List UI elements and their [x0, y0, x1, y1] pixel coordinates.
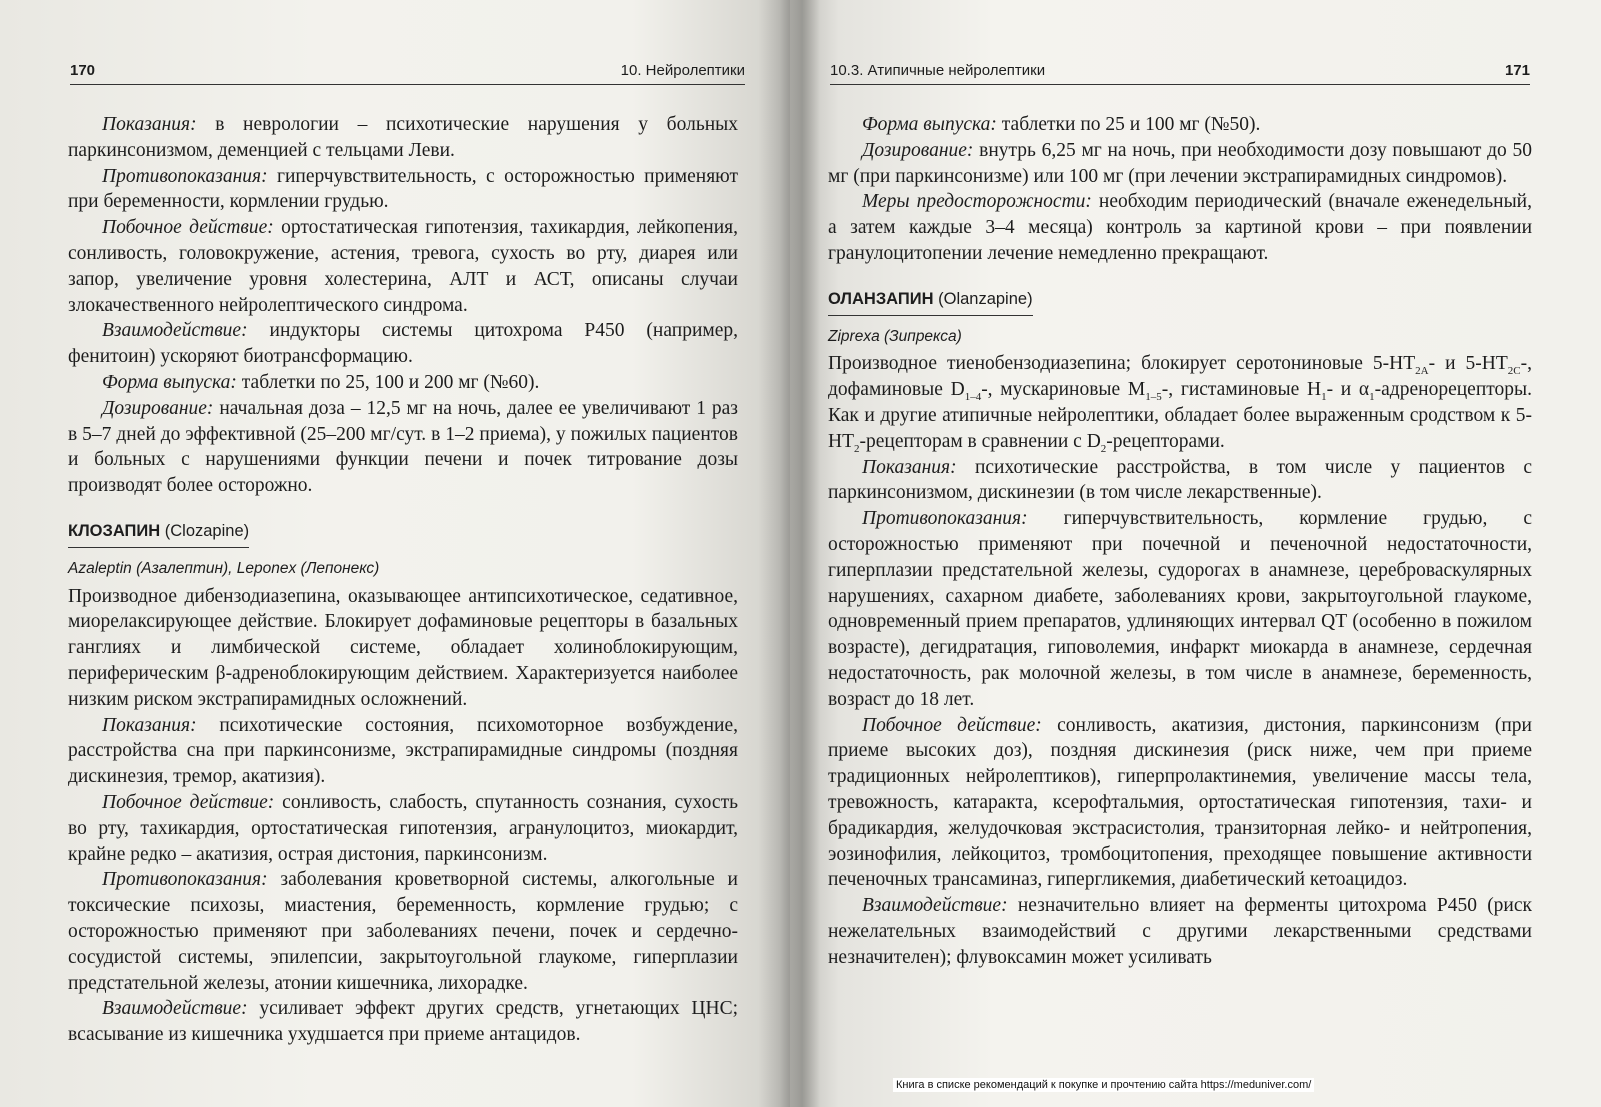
paragraph-label: Форма выпуска:: [102, 371, 237, 393]
subscript: 1: [1321, 391, 1327, 404]
paragraph-label: Дозирование:: [102, 397, 214, 419]
paragraph: [68, 996, 738, 1048]
paragraph-label: Меры предосторожности:: [862, 191, 1092, 213]
paragraph: [68, 318, 738, 370]
paragraph-label: Форма выпуска:: [862, 114, 997, 135]
drug-latin-name: (Olanzapine): [938, 289, 1033, 308]
paragraph-text: психотические состояния, психомоторное возбуждение, расстройства сна при паркинсонизме, экстрапирамидные синдромы (поздняя дискинезия, тремор, акатизия).: [68, 714, 738, 788]
paragraph-text: индукторы системы цитохрома Р450 (например, фенитоин) ускоряют биотрансформацию.: [68, 320, 738, 368]
paragraph-text: таблетки по 25 и 100 мг (№50).: [996, 114, 1261, 135]
section-title: 10.3. Атипичные нейролептики: [830, 62, 1046, 79]
paragraph-label: Дозирование:: [862, 139, 974, 161]
right-page: [790, 0, 1601, 1107]
paragraph: [68, 867, 738, 996]
paragraph-text: психотические расстройства, в том числе у пациентов с паркинсонизмом, дискинезии (в том числе лекарственные).: [828, 456, 1532, 504]
paragraph-label: Взаимодействие:: [862, 895, 1008, 917]
paragraph-text: сонливость, акатизия, дистония, паркинсонизм (при приеме высоких доз), поздняя дискинезия (риск ниже, чем при приеме традиционных нейролептиков), гиперпролактинемия, увеличение массы тела, тревожность, катаракта, ксерофтальмия, ортостатическая гипотензия, тахи- и брадикардия, желудочковая экстрасистолия, транзиторная лейко- и нейтропения, эозинофилия, лейкоцитоз, тромбоцитопения, преходящее повышение активности печеночных трансаминаз, гипергликемия, диабетический кетоацидоз.: [828, 714, 1532, 891]
text-run: -адренорецепторы. Как и другие атипичные нейролептики, обладает более выраженным сродством к 5-НТ: [828, 379, 1532, 452]
paragraph-label: Показания:: [102, 714, 197, 736]
brand-names: Zipreхa (Зипрекса): [828, 327, 962, 345]
paragraph-text: необходим периодический (вначале еженедельный, а затем каждые 3–4 месяца) контроль за картиной крови – при появлении гранулоцитопении лечение немедленно прекращают.: [828, 191, 1532, 264]
running-header: [70, 62, 745, 85]
paragraph: [828, 455, 1532, 507]
text-run: -, дофаминовые D: [828, 353, 1532, 401]
paragraph-text: сонливость, слабость, спутанность сознания, сухость во рту, тахикардия, ортостатическая гипотензия, агранулоцитоз, миокардит, крайне редко – акатизия, острая дистония, паркинсонизм.: [68, 791, 738, 865]
paragraph-text: усиливает эффект других средств, угнетающих ЦНС; всасывание из кишечника ухудшается при приеме антацидов.: [68, 998, 738, 1046]
paragraph: [68, 215, 738, 318]
text-run: -, гистаминовые Н: [1161, 379, 1322, 401]
text-run: - и 5-НТ: [1428, 353, 1508, 375]
paragraph-text: в неврологии – психотические нарушения у больных паркинсонизмом, деменцией с тельцами Леви.: [68, 114, 738, 161]
paragraph-label: Показания:: [102, 114, 197, 135]
right-page-body: [828, 112, 1532, 971]
paragraph-text: гиперчувствительность, кормление грудью, с осторожностью применяют при почечной и печеночной недостаточности, гиперплазии предстательной железы, судорогах в анамнезе, цереброваскулярных нарушениях, сахарном диабете, заболеваниях крови, закрытоугольной глаукоме, одновременный прием препаратов, удлиняющих интервал QT (особенно в пожилом возрасте), дегидратация, гиповолемия, инфаркт миокарда в анамнезе, сердечная недостаточность, рак молочной железы, в том числе в анамнезе, беременность, возраст до 18 лет.: [828, 508, 1532, 710]
paragraph: [828, 112, 1532, 138]
paragraph: [68, 396, 738, 499]
paragraph: [828, 138, 1532, 190]
drug-description: Производное дибензодиазепина, оказывающее антипсихотическое, седативное, миорелаксирующее действие. Блокирует дофаминовые рецепторы в базальных ганглиях и лимбической системе, обладает холиноблокирующим, периферическим β-адреноблокирующим действием. Характеризуется наиболее низким риском экстрапирамидных осложнений.: [68, 585, 738, 710]
subscript: 2: [1100, 442, 1107, 455]
text-run: -рецепторам в сравнении с D: [859, 430, 1101, 452]
text-run: -, мускариновые М: [981, 379, 1146, 401]
text-run: - и α: [1326, 379, 1370, 401]
paragraph: [68, 370, 738, 396]
paragraph: [68, 112, 738, 164]
paragraph: [828, 506, 1532, 712]
paragraph-label: Взаимодействие:: [102, 998, 248, 1020]
paragraph-label: Противопоказания:: [102, 869, 268, 891]
footer-watermark: Книга в списке рекомендаций к покупке и прочтению сайта https://meduniver.com/: [893, 1078, 1314, 1092]
paragraph: [828, 893, 1532, 970]
page-number: 171: [1504, 62, 1530, 79]
subscript: 1–5: [1145, 391, 1162, 404]
left-page-body: [68, 112, 738, 1048]
paragraph-label: Показания:: [862, 456, 957, 478]
subscript: 2А: [1415, 365, 1429, 378]
paragraph-label: Побочное действие:: [102, 791, 275, 813]
paragraph-label: Побочное действие:: [102, 217, 274, 239]
text-run: -рецепторами.: [1106, 430, 1225, 452]
paragraph-text: заболевания кроветворной системы, алкогольные и токсические психозы, миастения, беременность, кормление грудью; с осторожностью применяют при заболеваниях печени, почек и сердечно-сосудистой системы, эпилепсии, закрытоугольной глаукоме, гиперплазии предстательной железы, атонии кишечника, лихорадке.: [68, 869, 738, 994]
paragraph-text: ортостатическая гипотензия, тахикардия, лейкопения, сонливость, головокружение, астения, тревога, сухость во рту, диарея или запор, увеличение уровня холестерина, АЛТ и АСТ, описаны случаи злокачественного нейролептического синдрома.: [68, 217, 738, 316]
running-header: [830, 62, 1530, 85]
drug-name: КЛОЗАПИН: [68, 521, 161, 540]
paragraph-text: внутрь 6,25 мг на ночь, при необходимости дозу повышают до 50 мг (при паркинсонизме) или 100 мг (при лечении экстрапирамидных синдромов).: [828, 139, 1532, 187]
left-page: [0, 0, 790, 1107]
brand-names: Azaleptin (Азалептин), Leponex (Лепонекс): [68, 559, 380, 577]
subscript: 1: [1369, 391, 1375, 404]
subscript: 2: [854, 442, 860, 455]
paragraph: [68, 790, 738, 867]
paragraph: [68, 164, 738, 216]
paragraph-text: незначительно влияет на ферменты цитохрома Р450 (риск нежелательных взаимодействий с другими лекарственными средствами незначителен); флувоксамин может усиливать: [828, 895, 1532, 968]
subscript: 1–4: [964, 391, 982, 404]
paragraph-text: таблетки по 25, 100 и 200 мг (№60).: [236, 371, 540, 393]
drug-description: [828, 351, 1532, 454]
subscript: 2С: [1507, 365, 1521, 378]
paragraph-label: Противопоказания:: [102, 165, 268, 187]
paragraph-label: Побочное действие:: [862, 714, 1042, 736]
paragraph-text: гиперчувствительность, с осторожностью применяют при беременности, кормлении грудью.: [68, 165, 738, 213]
paragraph-label: Взаимодействие:: [102, 320, 248, 342]
drug-latin-name: (Clozapine): [164, 521, 250, 540]
paragraph: [828, 713, 1532, 894]
paragraph: [68, 713, 738, 790]
page-number: 170: [70, 62, 96, 79]
book-gutter-shadow: [780, 0, 820, 1107]
paragraph-text: начальная доза – 12,5 мг на ночь, далее ее увеличивают 1 раз в 5–7 дней до эффективной (25–200 мг/сут. в 1–2 приема), у пожилых пациентов и больных с нарушениями функции печени и почек титрование дозы производят более осторожно.: [68, 397, 738, 497]
drug-heading: [828, 287, 1033, 316]
paragraph: [828, 189, 1532, 266]
text-run: Производное тиенобензодиазепина; блокирует серотониновые 5-НТ: [828, 353, 1416, 375]
paragraph-label: Противопоказания:: [862, 508, 1028, 530]
drug-name: ОЛАНЗАПИН: [828, 289, 934, 308]
drug-heading: [68, 519, 249, 548]
chapter-title: 10. Нейролептики: [620, 62, 745, 79]
